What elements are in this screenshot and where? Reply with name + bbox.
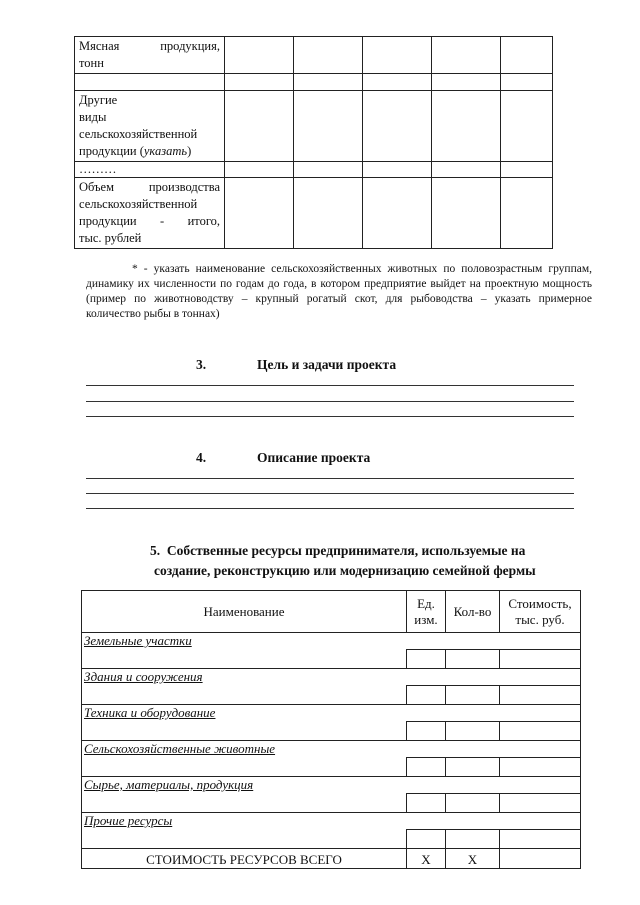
header-unit-line1: Ед. <box>417 595 435 611</box>
section-4-title: Описание проекта <box>257 450 371 465</box>
table-cell[interactable] <box>407 650 446 669</box>
table-cell[interactable] <box>407 686 446 705</box>
table-header-row <box>82 591 581 633</box>
table-row <box>82 669 581 686</box>
table-cell[interactable] <box>432 162 501 178</box>
row-text: ) <box>187 144 192 158</box>
category-equipment: Техника и оборудование <box>82 705 581 722</box>
section-5-number: 5. <box>150 543 161 558</box>
table-cell[interactable] <box>500 794 581 813</box>
section-5-title-line2: создание, реконструкцию или модернизацию семейной фермы <box>154 563 536 578</box>
table-cell[interactable] <box>500 650 581 669</box>
category-land: Земельные участки <box>82 633 581 650</box>
header-qty: Кол-во <box>446 591 500 633</box>
table-row <box>82 633 581 650</box>
table-row <box>82 758 581 777</box>
category-buildings: Здания и сооружения <box>82 669 581 686</box>
table-cell[interactable] <box>501 37 553 74</box>
empty-label <box>75 74 225 91</box>
table-cell[interactable] <box>501 162 553 178</box>
total-volume-label <box>75 178 225 249</box>
row-text: - <box>160 214 165 228</box>
table-cell[interactable] <box>432 37 501 74</box>
table-row <box>82 686 581 705</box>
input-line[interactable] <box>86 416 574 417</box>
table-cell[interactable] <box>82 722 407 741</box>
row-text: сельскохозяйственной <box>79 127 198 141</box>
table-cell[interactable] <box>82 686 407 705</box>
table-cell[interactable] <box>82 650 407 669</box>
table-cell[interactable] <box>225 162 294 178</box>
table-row <box>75 162 553 178</box>
row-text: сельскохозяйственной <box>79 197 198 211</box>
table-cell[interactable] <box>501 178 553 249</box>
table-cell[interactable] <box>294 91 363 162</box>
input-line[interactable] <box>86 385 574 386</box>
table-cell[interactable] <box>446 830 500 849</box>
table-cell[interactable] <box>363 74 432 91</box>
table-cell[interactable] <box>225 178 294 249</box>
table-cell[interactable] <box>82 758 407 777</box>
production-table <box>74 36 553 249</box>
table-cell[interactable] <box>432 74 501 91</box>
table-row <box>75 91 553 162</box>
other-products-label <box>75 91 225 162</box>
table-cell[interactable] <box>446 650 500 669</box>
table-cell[interactable] <box>501 74 553 91</box>
table-row <box>82 830 581 849</box>
section-3-number: 3. <box>196 357 207 372</box>
table-cell[interactable] <box>294 37 363 74</box>
dots-label: ……… <box>75 162 225 178</box>
header-name: Наименование <box>82 591 407 633</box>
table-cell[interactable] <box>294 74 363 91</box>
table-row <box>82 794 581 813</box>
table-row <box>82 650 581 669</box>
table-cell[interactable] <box>407 794 446 813</box>
table-row <box>82 813 581 830</box>
category-animals: Сельскохозяйственные животные <box>82 741 581 758</box>
header-unit-line2: изм. <box>414 611 438 627</box>
table-cell[interactable] <box>446 722 500 741</box>
total-label: СТОИМОСТЬ РЕСУРСОВ ВСЕГО <box>82 849 407 869</box>
section-3-title: Цель и задачи проекта <box>257 357 397 372</box>
table-cell[interactable] <box>407 830 446 849</box>
row-text: продукции <box>79 214 137 228</box>
table-cell[interactable] <box>294 178 363 249</box>
input-line[interactable] <box>86 508 574 509</box>
row-text: виды <box>79 110 107 124</box>
footnote <box>86 262 592 322</box>
input-line[interactable] <box>86 401 574 402</box>
header-cost <box>500 591 581 633</box>
table-cell[interactable] <box>500 758 581 777</box>
table-cell[interactable] <box>82 794 407 813</box>
row-text: итого, <box>187 214 221 228</box>
section-5-title-line1: Собственные ресурсы предпринимателя, используемые на <box>166 543 526 558</box>
table-row <box>82 722 581 741</box>
meat-production-label <box>75 37 225 74</box>
table-cell[interactable] <box>446 794 500 813</box>
table-row <box>75 37 553 74</box>
table-cell[interactable] <box>407 722 446 741</box>
total-row <box>82 849 581 869</box>
row-text: Другие <box>79 93 118 107</box>
table-row <box>82 705 581 722</box>
row-text: тыс. рублей <box>79 231 142 245</box>
table-row <box>82 741 581 758</box>
row-text: производства <box>148 180 220 194</box>
table-cell[interactable] <box>432 178 501 249</box>
row-text: тонн <box>79 56 104 70</box>
table-cell[interactable] <box>294 162 363 178</box>
resources-table <box>81 590 581 869</box>
row-text: Объем <box>79 180 114 194</box>
section-5-heading <box>150 541 536 581</box>
total-unit: Х <box>407 849 446 869</box>
table-cell[interactable] <box>446 758 500 777</box>
header-cost-line2: тыс. руб. <box>515 611 565 627</box>
row-text-italic: указать <box>143 144 188 158</box>
row-text: продукция, <box>160 39 220 53</box>
header-unit <box>407 591 446 633</box>
total-qty: Х <box>446 849 500 869</box>
category-other: Прочие ресурсы <box>82 813 581 830</box>
table-cell[interactable] <box>363 162 432 178</box>
table-cell[interactable] <box>500 830 581 849</box>
footnote-text: * - указать наименование сельскохозяйственных животных по половозрастным группам, динамику их численности по годам до года, в котором предприятие выйдет на проектную мощность (пример по животноводству – крупный рогатый скот, для рыбоводства – указать примерное количество рыбы в тоннах) <box>86 263 592 320</box>
table-cell[interactable] <box>363 37 432 74</box>
table-row <box>75 178 553 249</box>
total-cost-cell[interactable] <box>500 849 581 869</box>
table-cell[interactable] <box>407 758 446 777</box>
section-4-number: 4. <box>196 450 207 465</box>
row-text: Мясная <box>79 39 120 53</box>
table-cell[interactable] <box>500 722 581 741</box>
category-materials: Сырье, материалы, продукция <box>82 777 581 794</box>
row-text: продукции ( <box>79 144 144 158</box>
table-row <box>75 74 553 91</box>
table-cell[interactable] <box>501 91 553 162</box>
table-cell[interactable] <box>432 91 501 162</box>
table-cell[interactable] <box>82 830 407 849</box>
table-cell[interactable] <box>225 74 294 91</box>
table-cell[interactable] <box>363 91 432 162</box>
table-row <box>82 777 581 794</box>
input-line[interactable] <box>86 478 574 479</box>
table-cell[interactable] <box>500 686 581 705</box>
table-cell[interactable] <box>363 178 432 249</box>
table-cell[interactable] <box>225 37 294 74</box>
input-line[interactable] <box>86 493 574 494</box>
header-cost-line1: Стоимость, <box>508 595 572 611</box>
table-cell[interactable] <box>225 91 294 162</box>
table-cell[interactable] <box>446 686 500 705</box>
